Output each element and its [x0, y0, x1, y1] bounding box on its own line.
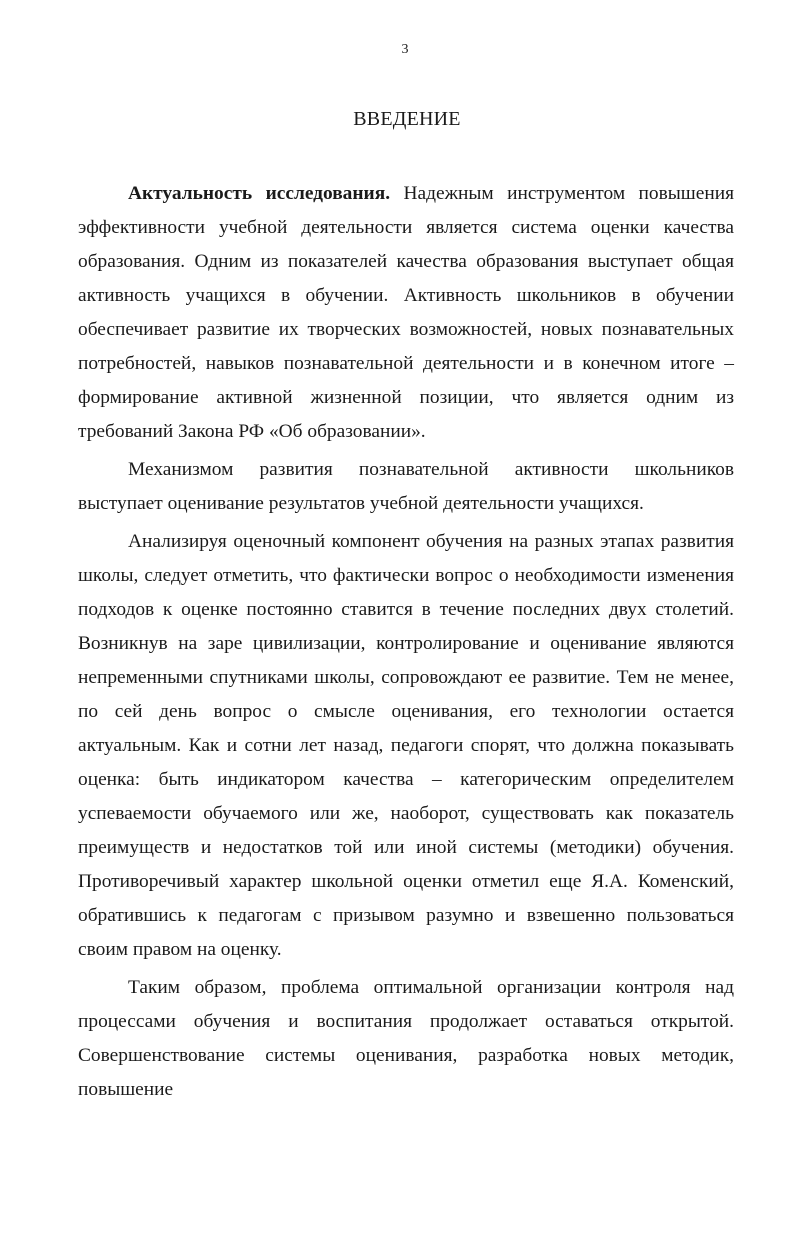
- page-number: 3: [401, 42, 409, 57]
- paragraph-text: Надежным инструментом повышения эффективности учебной деятельности является система оценки качества образования. Одним из показателей качества образования выступает общая активность учащихся в обучении. Активность школьников в обучении обеспечивает развитие их творческих возможностей, новых познавательных потребностей, навыков познавательной деятельности и в конечном итоге – формирование активной жизненной позиции, что является одним из требований Закона РФ «Об образовании».: [78, 183, 734, 442]
- paragraph-analysis: [78, 525, 734, 967]
- page-title: ВВЕДЕНИЕ: [353, 108, 461, 130]
- paragraph-text: Таким образом, проблема оптимальной организации контроля над процессами обучения и воспитания продолжает оставаться открытой. Совершенствование системы оценивания, разработка новых методик, повышение: [78, 977, 734, 1100]
- paragraph-mechanism: [78, 453, 734, 521]
- paragraph-conclusion: [78, 971, 734, 1107]
- document-body: [78, 177, 734, 1107]
- paragraph-relevance: [78, 177, 734, 449]
- paragraph-lead: Актуальность исследования.: [128, 183, 391, 204]
- paragraph-text: Анализируя оценочный компонент обучения на разных этапах развития школы, следует отметить, что фактически вопрос о необходимости изменения подходов к оценке постоянно ставится в течение последних двух столетий. Возникнув на заре цивилизации, контролирование и оценивание являются непременными спутниками школы, сопровождают ее развитие. Тем не менее, по сей день вопрос о смысле оценивания, его технологии остается актуальным. Как и сотни лет назад, педагоги спорят, что должна показывать оценка: быть индикатором качества – категорическим определителем успеваемости обучаемого или же, наоборот, существовать как показатель преимуществ и недостатков той или иной системы (методики) обучения. Противоречивый характер школьной оценки отметил еще Я.А. Коменский, обратившись к педагогам с призывом разумно и взвешенно пользоваться своим правом на оценку.: [78, 531, 734, 960]
- paragraph-text: Механизмом развития познавательной активности школьников выступает оценивание результатов учебной деятельности учащихся.: [78, 459, 734, 514]
